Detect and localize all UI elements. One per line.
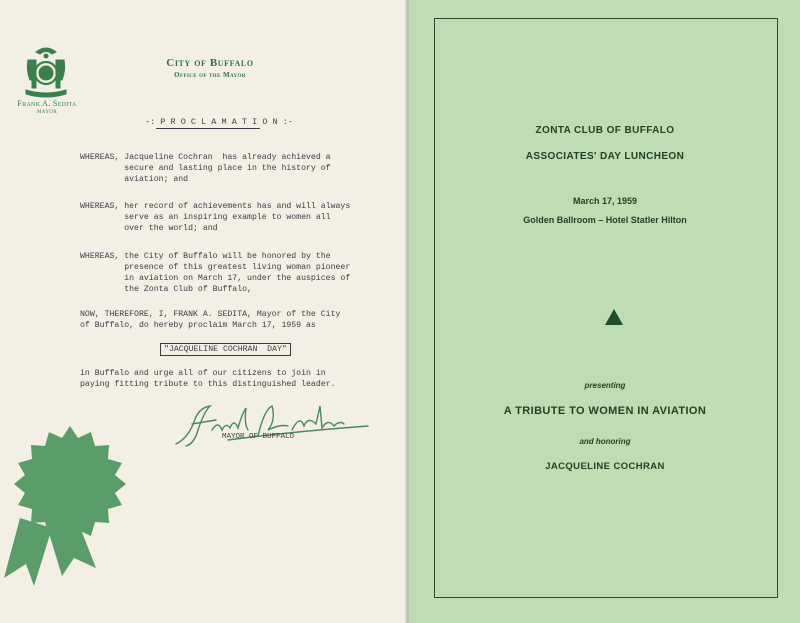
signature-label: MAYOR OF BUFFALO	[222, 433, 295, 441]
letterhead-city: City of Buffalo	[166, 57, 254, 69]
closing-paragraph: in Buffalo and urge all of our citizens to join in paying fitting tribute to this distinguished leader.	[80, 369, 336, 389]
whereas-paragraph-1: WHEREAS, Jacqueline Cochran has already achieved a secure and lasting place in the history of aviation; and	[80, 153, 331, 184]
state-seal-icon	[22, 46, 70, 98]
event-name: ASSOCIATES' DAY LUNCHEON	[525, 151, 685, 162]
event-date: March 17, 1959	[572, 196, 638, 206]
official-seal-sticker-icon	[0, 418, 140, 588]
mayor-title: MAYOR	[36, 110, 58, 115]
proclamation-heading: -: P R O C L A M A T I O N :-	[145, 117, 293, 127]
honoring-label: and honoring	[579, 437, 631, 446]
club-name: ZONTA CLUB OF BUFFALO	[535, 125, 675, 136]
declared-day: "JACQUELINE COCHRAN DAY"	[160, 343, 291, 356]
presenting-label: presenting	[584, 381, 626, 390]
page-fold	[405, 0, 409, 623]
heading-underline	[156, 128, 260, 129]
now-therefore-paragraph: NOW, THEREFORE, I, FRANK A. SEDITA, Mayor of the City of Buffalo, do hereby proclaim March 17, 1959 as	[80, 310, 341, 330]
tribute-title: A TRIBUTE TO WOMEN IN AVIATION	[503, 405, 707, 417]
mayor-name: Frank A. Sedita	[17, 99, 77, 108]
honoree-name: JACQUELINE COCHRAN	[545, 461, 665, 472]
triangle-ornament-icon	[604, 308, 624, 326]
whereas-paragraph-2: WHEREAS, her record of achievements has and will always serve as an inspiring example to women all over the world; and	[80, 202, 351, 233]
letterhead-office: Office of the Mayor	[174, 71, 246, 79]
event-venue: Golden Ballroom – Hotel Statler Hilton	[523, 215, 687, 225]
whereas-paragraph-3: WHEREAS, the City of Buffalo will be honored by the presence of this greatest living woman pioneer in aviation on March 17, under the auspices of the Zonta Club of Buffalo,	[80, 252, 351, 294]
